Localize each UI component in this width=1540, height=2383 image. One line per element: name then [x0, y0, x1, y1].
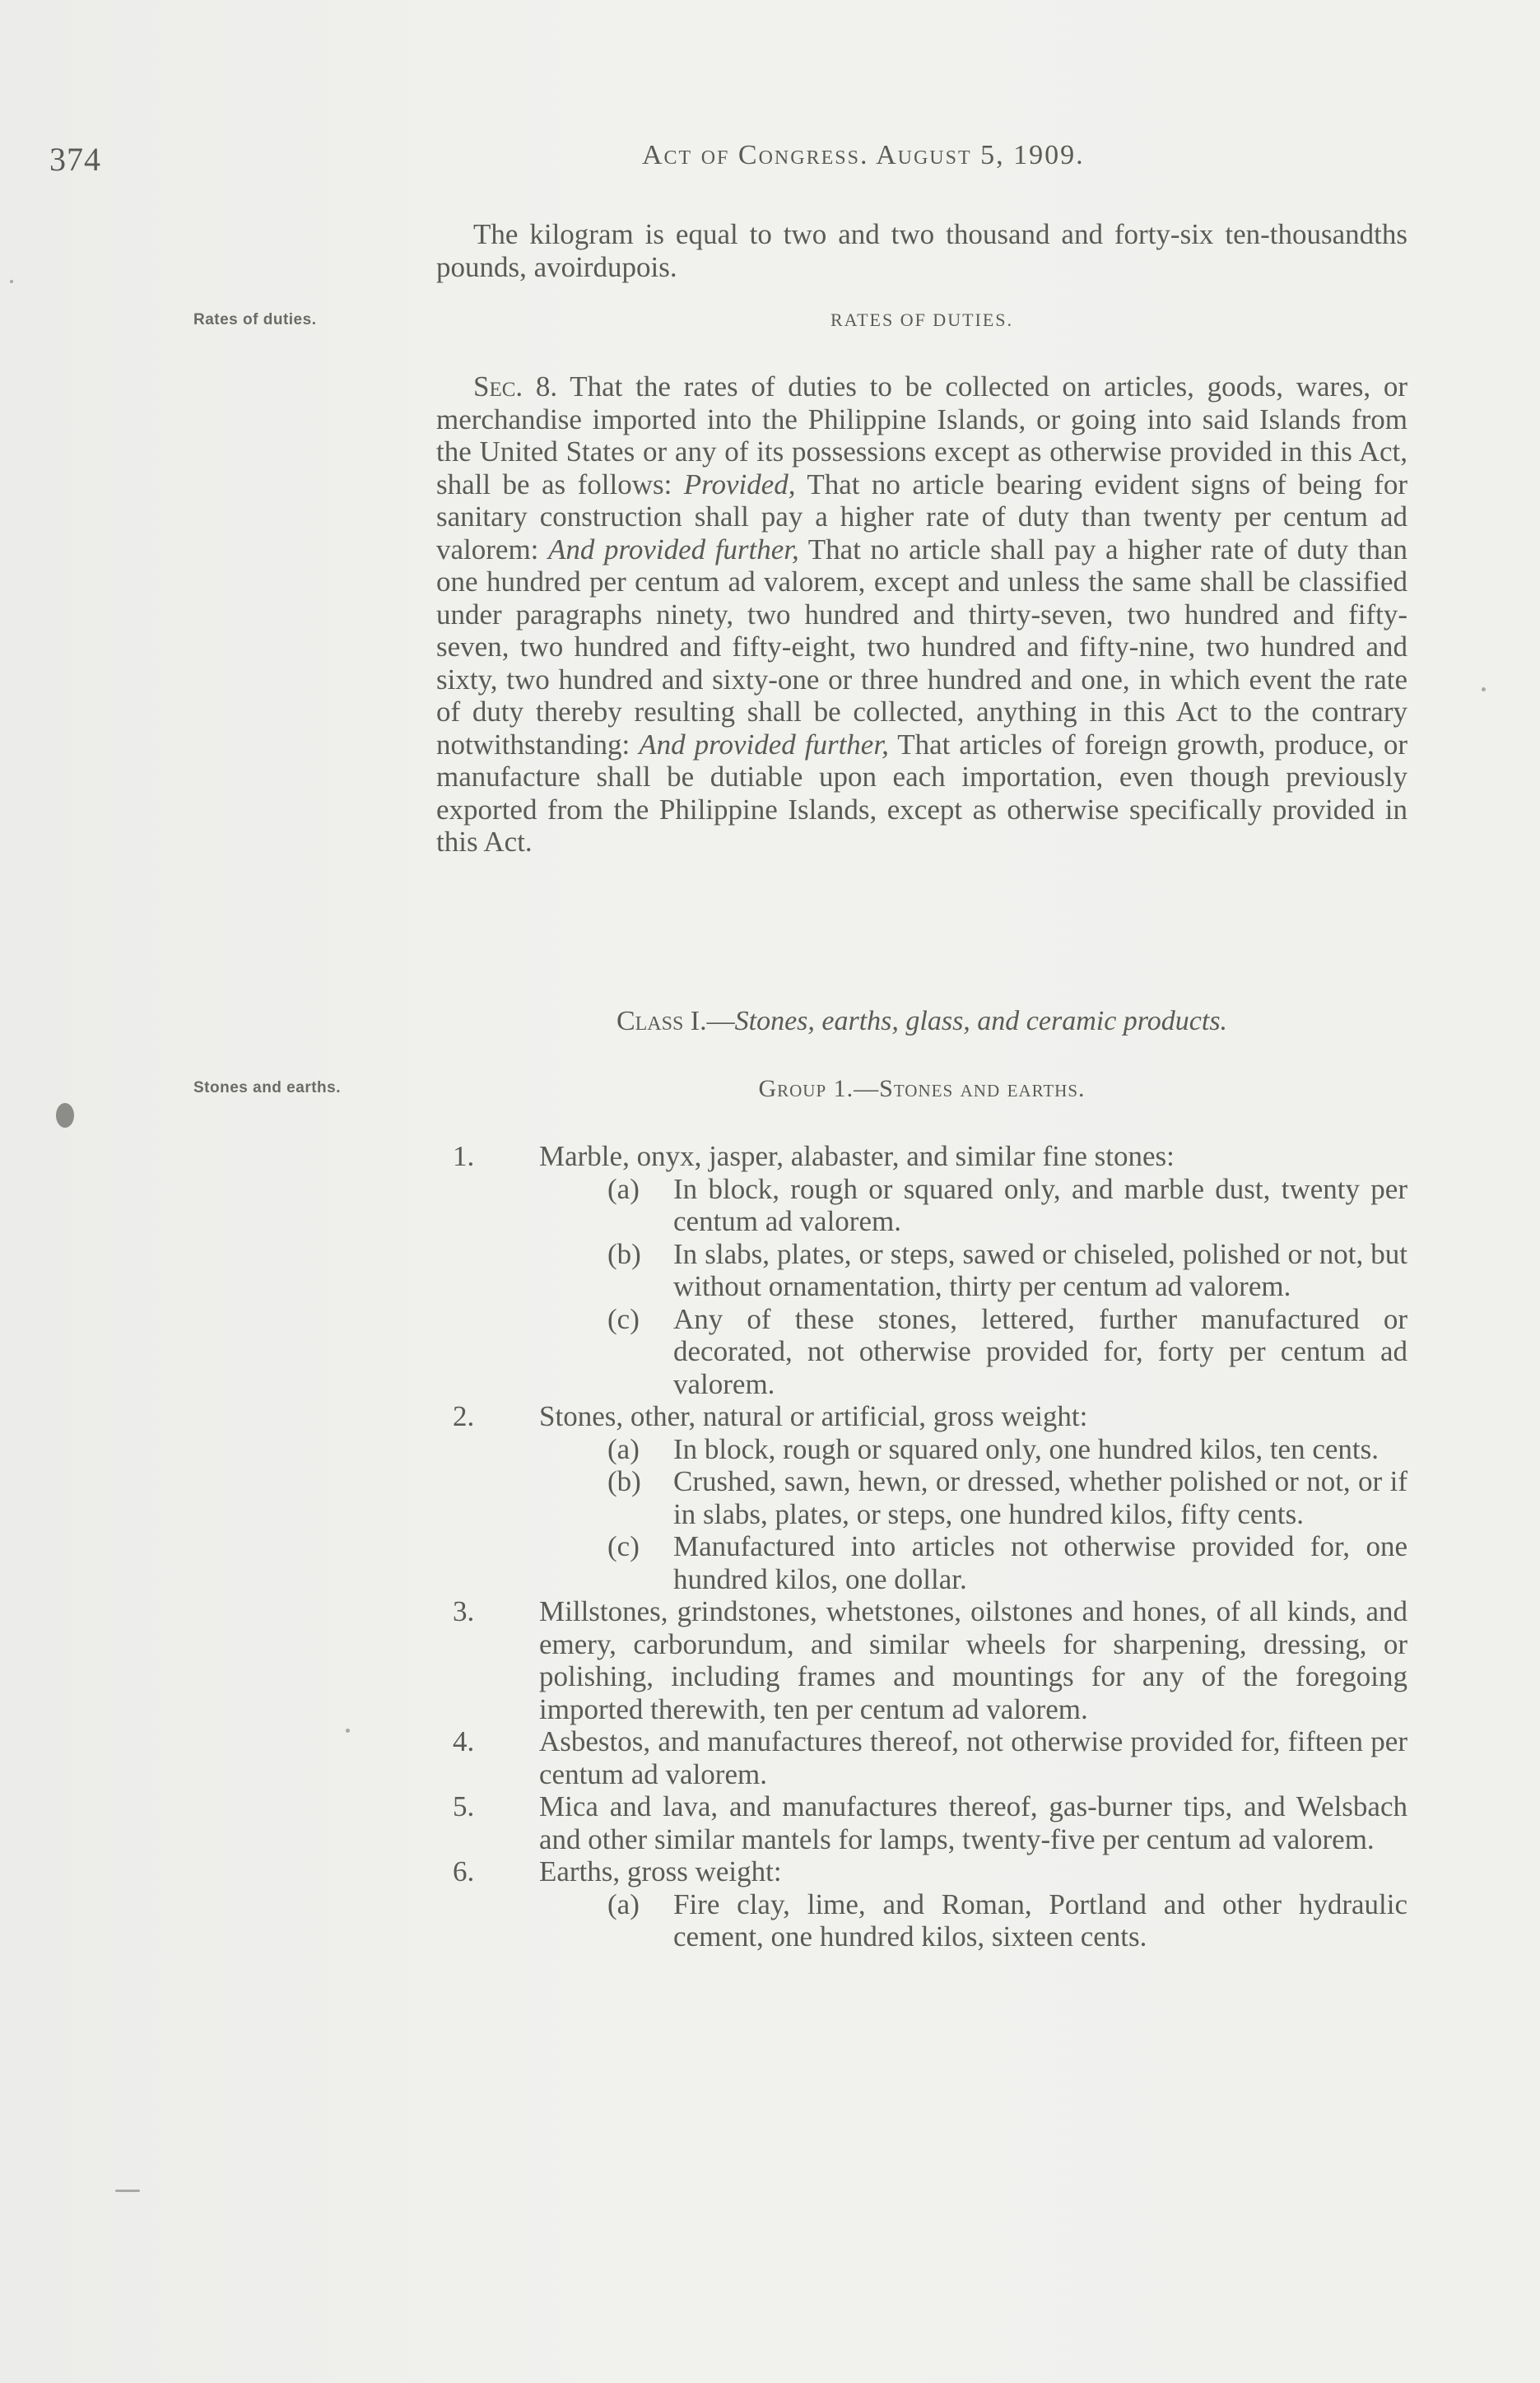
subitem-letter: (a) — [607, 1172, 640, 1205]
item-number: 5. — [453, 1790, 475, 1822]
subitem-text: In block, rough or squared only, and marble dust, twenty per centum ad valorem. — [673, 1172, 1407, 1237]
item-text: Millstones, grindstones, whetstones, oilstones and hones, of all kinds, and emery, carborundum, and similar wheels for sharpening, dressing, or polishing, including frames and mountings for any of the foregoing imported therewith, ten per centum ad valorem. — [539, 1595, 1407, 1725]
class-title: Stones, earths, glass, and ceramic products. — [734, 1006, 1228, 1036]
subitem-letter: (c) — [607, 1530, 640, 1562]
tariff-item — [453, 1725, 1407, 1790]
section-text-part2: That no article bearing evident signs of being for sanitary construction shall pay a higher rate of duty than twenty per centum ad valorem: — [436, 468, 1407, 565]
item-number: 4. — [453, 1725, 475, 1757]
scan-speck — [56, 1103, 74, 1128]
proviso-3: And provided further, — [639, 728, 889, 761]
item-number: 6. — [453, 1855, 475, 1887]
class-prefix: Class I. — [616, 1006, 707, 1036]
margin-note-rates: Rates of duties. — [193, 311, 317, 328]
subitem-letter: (a) — [607, 1432, 640, 1465]
tariff-subitem — [453, 1530, 1407, 1595]
tariff-subitem — [453, 1173, 1407, 1238]
scan-speck — [346, 1729, 350, 1733]
page-number: 374 — [49, 141, 101, 178]
item-number: 3. — [453, 1595, 475, 1627]
subitem-text: Fire clay, lime, and Roman, Portland and other hydraulic cement, one hundred kilos, sixteen cents. — [673, 1887, 1407, 1952]
running-head: Act of Congress. August 5, 1909. — [642, 140, 1085, 170]
tariff-item — [453, 1595, 1407, 1725]
tariff-item — [453, 1400, 1407, 1433]
item-number: 1. — [453, 1140, 475, 1172]
subitem-text: Manufactured into articles not otherwise provided for, one hundred kilos, one dollar. — [673, 1530, 1407, 1595]
tariff-subitem — [453, 1303, 1407, 1401]
tariff-subitem — [453, 1433, 1407, 1466]
tariff-subitem — [453, 1465, 1407, 1530]
tariff-item — [453, 1855, 1407, 1888]
item-text: Asbestos, and manufactures thereof, not otherwise provided for, fifteen per centum ad valorem. — [539, 1725, 1407, 1790]
tariff-item — [453, 1140, 1407, 1173]
item-text: Stones, other, natural or artificial, gross weight: — [539, 1400, 1088, 1432]
tariff-subitem — [453, 1888, 1407, 1953]
scan-speck — [10, 280, 13, 283]
rates-heading: RATES OF DUTIES. — [830, 310, 1014, 330]
subitem-text: Crushed, sawn, hewn, or dressed, whether polished or not, or if in slabs, plates, or steps, one hundred kilos, fifty cents. — [673, 1465, 1407, 1530]
item-number: 2. — [453, 1400, 475, 1432]
section-label: Sec. 8. — [473, 370, 558, 403]
proviso-1: Provided, — [683, 468, 796, 500]
subitem-letter: (a) — [607, 1887, 640, 1920]
section-text-part1: That the rates of duties to be collected on articles, goods, wares, or merchandise imported into the Philippine Islands, or going into said Islands from the United States or any of its possessions except as otherwise provided in this Act, shall be as follows: — [436, 370, 1407, 500]
subitem-text: In slabs, plates, or steps, sawed or chiseled, polished or not, but without ornamentation, thirty per centum ad valorem. — [673, 1237, 1407, 1302]
tariff-item-list — [453, 1140, 1407, 1953]
section-8-paragraph — [436, 370, 1407, 859]
subitem-letter: (b) — [607, 1237, 641, 1270]
section-text-part4: That articles of foreign growth, produce, or manufacture shall be dutiable upon each importation, even though previously exported from the Philippine Islands, except as otherwise specifically provided in this Act. — [436, 728, 1408, 858]
scan-speck — [1482, 687, 1486, 691]
tariff-subitem — [453, 1238, 1407, 1303]
subitem-text: Any of these stones, lettered, further manufactured or decorated, not otherwise provided for, forty per centum ad valorem. — [673, 1302, 1407, 1400]
margin-note-stones: Stones and earths. — [193, 1079, 341, 1096]
section-text-part3: That no article shall pay a higher rate of duty than one hundred per centum ad valorem, except and unless the same shall be classified under paragraphs ninety, two hundred and thirty-seven, two hundred and fifty-seven, two hundred and fifty-eight, two hundred and fifty-nine, two hundred and sixty, two hundred and sixty-one or three hundred and one, in which event the rate of duty thereby resulting shall be collected, anything in this Act to the contrary notwithstanding: — [436, 533, 1408, 761]
item-text: Earths, gross weight: — [539, 1855, 782, 1887]
item-text: Mica and lava, and manufactures thereof, gas-burner tips, and Welsbach and other similar mantels for lamps, twenty-five per centum ad valorem. — [539, 1790, 1407, 1855]
group-heading: Group 1.—Stones and earths. — [758, 1075, 1086, 1102]
subitem-letter: (c) — [607, 1302, 640, 1335]
class-heading: Class I.—Stones, earths, glass, and ceramic products. — [616, 1006, 1228, 1036]
tariff-item — [453, 1790, 1407, 1855]
proviso-2: And provided further, — [548, 533, 799, 565]
subitem-text: In block, rough or squared only, one hundred kilos, ten cents. — [673, 1432, 1379, 1465]
kilogram-note: The kilogram is equal to two and two thousand and forty-six ten-thousandths pounds, avoirdupois. — [436, 218, 1407, 283]
subitem-letter: (b) — [607, 1465, 641, 1497]
item-text: Marble, onyx, jasper, alabaster, and similar fine stones: — [539, 1140, 1175, 1172]
scan-speck — [115, 2190, 140, 2192]
